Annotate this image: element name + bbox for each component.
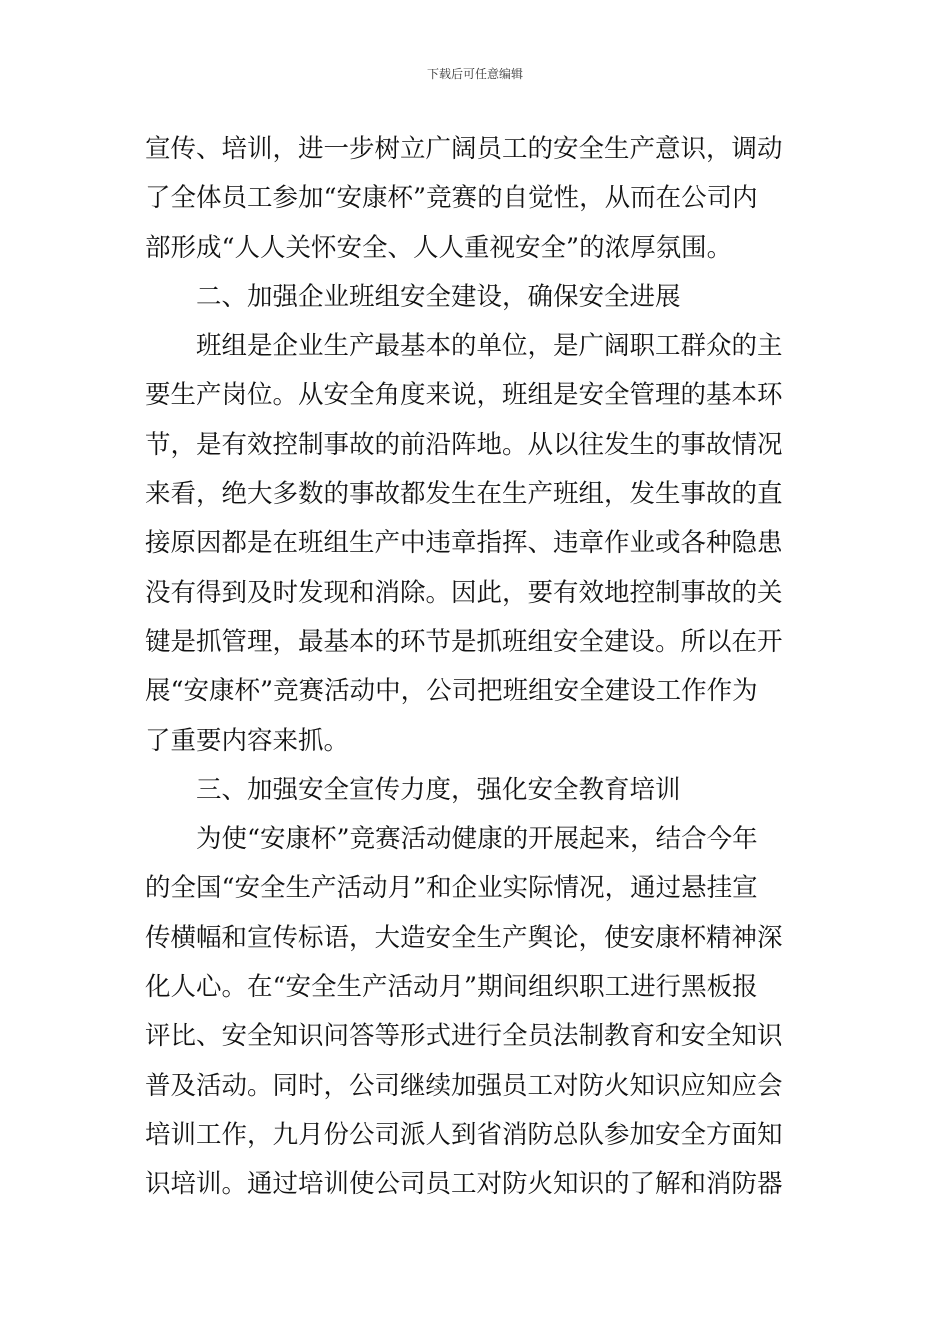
text-line: 化人心。在“安全生产活动月”期间组织职工进行黑板报 — [145, 972, 758, 1003]
section-heading-2: 二、加强企业班组安全建设，确保安全进展 — [196, 281, 681, 312]
text-line: 要生产岗位。从安全角度来说，班组是安全管理的基本环 — [145, 380, 783, 411]
text-line: 的全国“安全生产活动月”和企业实际情况，通过悬挂宣 — [145, 873, 758, 904]
text-line: 接原因都是在班组生产中违章指挥、违章作业或各种隐患 — [145, 528, 783, 559]
page-header-note: 下载后可任意编辑 — [426, 67, 523, 81]
text-line: 识培训。通过培训使公司员工对防火知识的了解和消防器 — [145, 1169, 783, 1200]
text-line: 普及活动。同时，公司继续加强员工对防火知识应知应会 — [145, 1070, 783, 1101]
text-line: 部形成“人人关怀安全、人人重视安全”的浓厚氛围。 — [145, 232, 733, 263]
text-line: 培训工作，九月份公司派人到省消防总队参加安全方面知 — [145, 1119, 783, 1150]
text-line: 评比、安全知识问答等形式进行全员法制教育和安全知识 — [145, 1021, 783, 1052]
paragraph-start: 班组是企业生产最基本的单位，是广阔职工群众的主 — [196, 331, 783, 362]
text-line: 没有得到及时发现和消除。因此，要有效地控制事故的关 — [145, 577, 783, 608]
document-body — [145, 125, 810, 1210]
paragraph-start: 为使“安康杯”竞赛活动健康的开展起来，结合今年 — [196, 824, 758, 855]
text-line: 传横幅和宣传标语，大造安全生产舆论，使安康杯精神深 — [145, 922, 783, 953]
text-line: 宣传、培训，进一步树立广阔员工的安全生产意识，调动 — [145, 134, 783, 164]
text-line: 键是抓管理，最基本的环节是抓班组安全建设。所以在开 — [145, 626, 783, 657]
text-line: 展“安康杯”竞赛活动中，公司把班组安全建设工作作为 — [145, 676, 758, 707]
text-line: 了全体员工参加“安康杯”竞赛的自觉性，从而在公司内 — [145, 183, 758, 214]
text-line: 节，是有效控制事故的前沿阵地。从以往发生的事故情况 — [145, 429, 783, 460]
section-heading-3: 三、加强安全宣传力度，强化安全教育培训 — [196, 774, 681, 805]
text-line: 了重要内容来抓。 — [145, 725, 350, 756]
text-line: 来看，绝大多数的事故都发生在生产班组，发生事故的直 — [145, 479, 783, 510]
